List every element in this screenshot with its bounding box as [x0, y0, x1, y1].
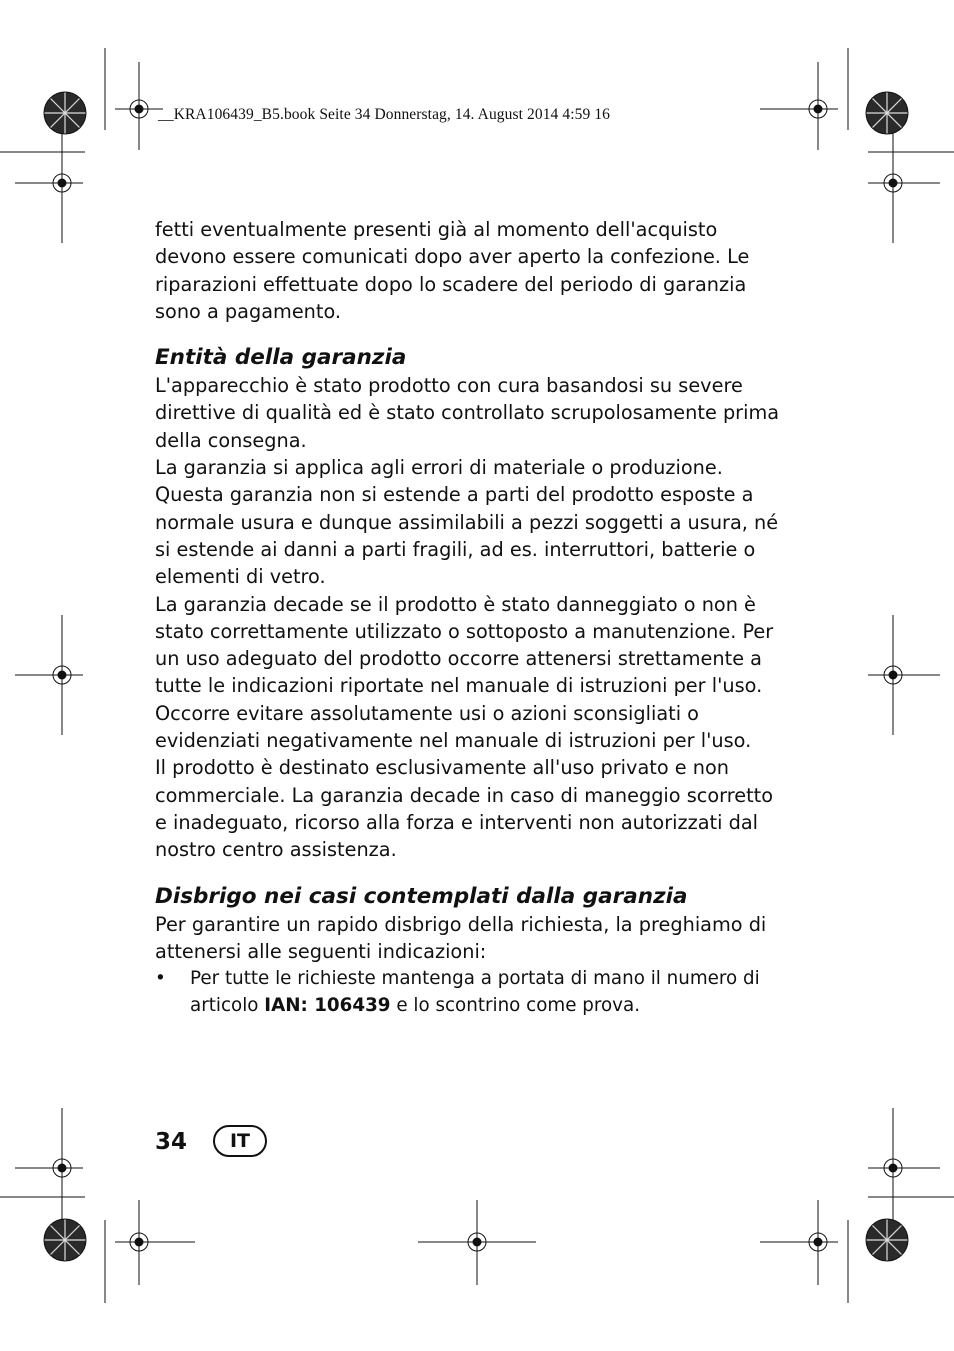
bullet-text: Per tutte le richieste mantenga a portata di mano il numero di articolo [190, 968, 760, 1017]
star-target-icon [44, 92, 86, 134]
language-badge: IT [213, 1125, 267, 1157]
section-title: Disbrigo nei casi contemplati dalla garanzia [155, 883, 688, 909]
paragraph: L'apparecchio è stato prodotto con cura basandosi su severe direttive di qualità ed è stato controllato scrupolosamente prima della consegna. [155, 374, 780, 452]
paragraph: La garanzia decade se il prodotto è stato danneggiato o non è stato correttamente utilizzato o sottoposto a manutenzione. Per un uso adeguato del prodotto occorre attenersi strettamente a tutte le indicazioni riportate nel manuale di istruzioni per l'uso. Occorre evitare assolutamente usi o azioni sconsigliati o evidenziati negativamente nel manuale di istruzioni per l'uso. [155, 592, 774, 753]
star-target-icon [866, 1219, 908, 1261]
paragraph: Per garantire un rapido disbrigo della richiesta, la preghiamo di attenersi alle seguenti indicazioni: [155, 912, 767, 963]
page-content [155, 216, 780, 1019]
page-number: 34 [155, 1129, 188, 1155]
print-slug: __KRA106439_B5.book Seite 34 Donnerstag, 14. August 2014 4:59 16 [158, 106, 611, 123]
section-title: Entità della garanzia [155, 345, 407, 371]
intro-paragraph: fetti eventualmente presenti già al momento dell'acquisto devono essere comunicati dopo aver aperto la confezione. Le riparazioni effettuate dopo lo scadere del periodo di garanzia sono a pagamento. [155, 218, 750, 323]
paragraph: Questa garanzia non si estende a parti del prodotto esposte a normale usura e dunque assimilabili a pezzi soggetti a usura, né si estende ai danni a parti fragili, ad es. interruttori, batterie o elementi di vetro. [155, 483, 779, 589]
bullet-icon: • [155, 968, 166, 990]
bullet-item [155, 965, 780, 1019]
article-number: IAN: 106439 [264, 995, 391, 1017]
paragraph: Il prodotto è destinato esclusivamente all'uso privato e non commerciale. La garanzia decade in caso di maneggio scorretto e inadeguato, ricorso alla forza e interventi non autorizzati dal nostro centro assistenza. [155, 756, 774, 862]
star-target-icon [44, 1219, 86, 1261]
star-target-icon [866, 92, 908, 134]
bullet-text-end: e lo scontrino come prova. [390, 995, 641, 1017]
paragraph: La garanzia si applica agli errori di materiale o produzione. [155, 456, 723, 480]
